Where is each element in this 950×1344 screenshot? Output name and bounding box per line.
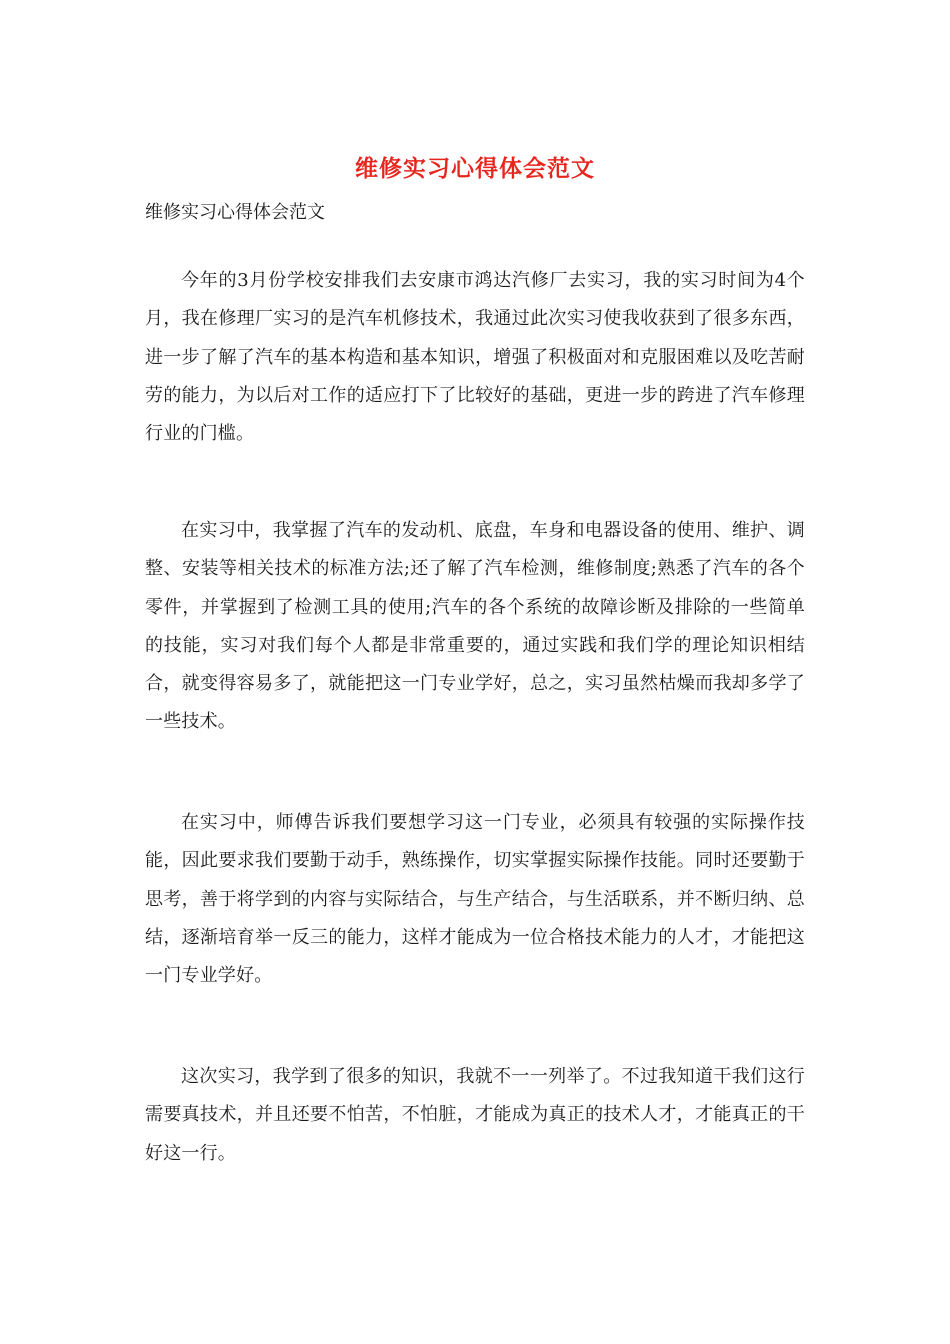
body-paragraph-3: 在实习中，师傅告诉我们要想学习这一门专业，必须具有较强的实际操作技能，因此要求我们要勤于动手，熟练操作，切实掌握实际操作技能。同时还要勤于思考，善于将学到的内容与实际结合，与生产结合，与生活联系，并不断归纳、总结，逐渐培育举一反三的能力，这样才能成为一位合格技术能力的人才，才能把这一门专业学好。 (145, 812, 805, 987)
document-title: 维修实习心得体会范文 (355, 155, 595, 182)
body-paragraph-1: 今年的3月份学校安排我们去安康市鸿达汽修厂去实习，我的实习时间为4个月，我在修理厂实习的是汽车机修技术，我通过此次实习使我收获到了很多东西，进一步了解了汽车的基本构造和基本知识，增强了积极面对和克服困难以及吃苦耐劳的能力，为以后对工作的适应打下了比较好的基础，更进一步的跨进了汽车修理行业的门槛。 (145, 270, 805, 445)
body-paragraph-4: 这次实习，我学到了很多的知识，我就不一一列举了。不过我知道干我们这行需要真技术，并且还要不怕苦，不怕脏，才能成为真正的技术人才，才能真正的干好这一行。 (145, 1066, 805, 1164)
document-subtitle: 维修实习心得体会范文 (145, 202, 325, 223)
body-paragraph-2: 在实习中，我掌握了汽车的发动机、底盘，车身和电器设备的使用、维护、调整、安装等相关技术的标准方法;还了解了汽车检测，维修制度;熟悉了汽车的各个零件，并掌握到了检测工具的使用;汽车的各个系统的故障诊断及排除的一些简单的技能，实习对我们每个人都是非常重要的，通过实践和我们学的理论知识相结合，就变得容易多了，就能把这一门专业学好，总之，实习虽然枯燥而我却多学了一些技术。 (145, 520, 805, 733)
